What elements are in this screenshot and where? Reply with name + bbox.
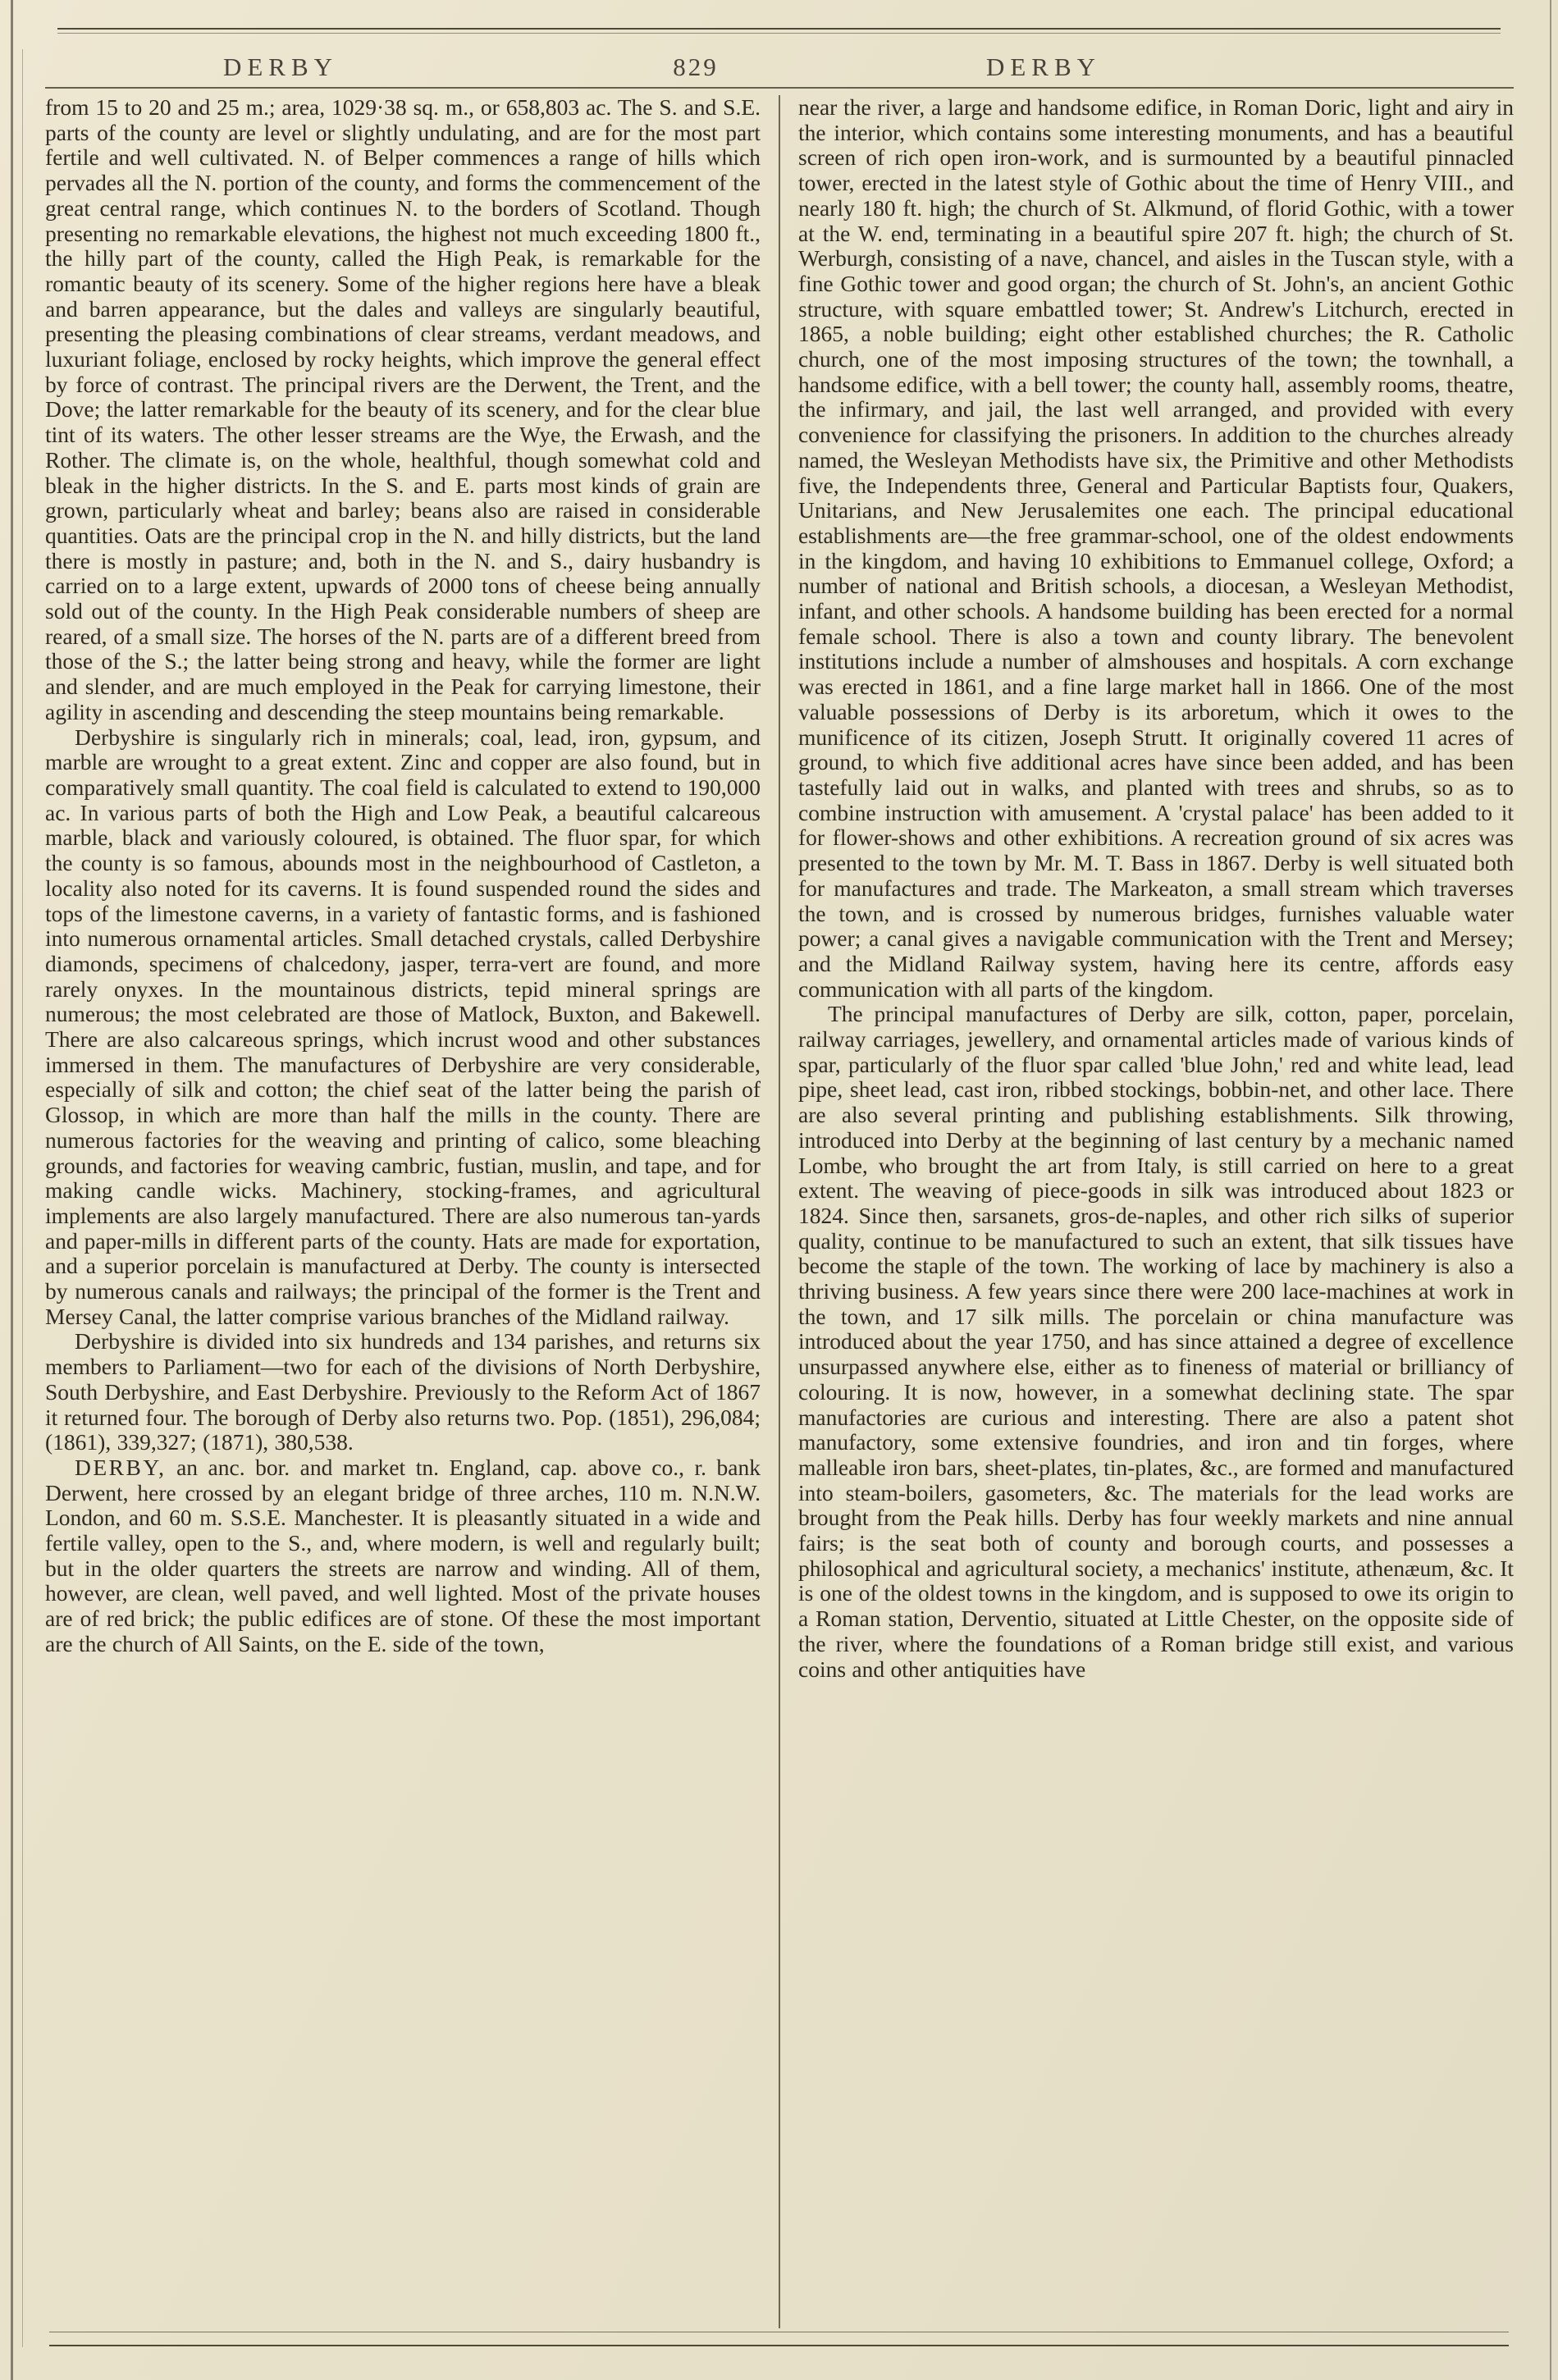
header-rule xyxy=(45,87,1514,89)
running-title-right: DERBY xyxy=(985,53,1102,81)
paragraph: from 15 to 20 and 25 m.; area, 1029·38 sq. m., or 658,803 ac. The S. and S.E. parts of the county are level or slightly undulating, and are for the most part fertile and well cultivated. N. of Belper commences a range of hills which pervades all the N. portion of the county, and forms the commencement of the great central range, which continues N. to the borders of Scotland. Though presenting no remarkable elevations, the highest not much exceeding 1800 ft., the hilly part of the county, called the High Peak, is remarkable for the romantic beauty of its scenery. Some of the higher regions here have a bleak and barren appearance, but the dales and valleys are singularly beautiful, presenting the pleasing combinations of clear streams, verdant meadows, and luxuriant foliage, enclosed by rocky heights, which improve the general effect by force of contrast. The principal rivers are the Derwent, the Trent, and the Dove; the latter remarkable for the beauty of its scenery, and for the clear blue tint of its waters. The other lesser streams are the Wye, the Erwash, and the Rother. The climate is, on the whole, healthful, though somewhat cold and bleak in the higher districts. In the S. and E. parts most kinds of grain are grown, particularly wheat and barley; beans also are raised in considerable quantities. Oats are the principal crop in the N. and hilly districts, but the land there is mostly in pasture; and, both in the N. and S., dairy husbandry is carried on to a large extent, upwards of 2000 tons of cheese being annually sold out of the county. In the High Peak considerable numbers of sheep are reared, of a small size. The horses of the N. parts are of a different breed from those of the S.; the latter being strong and heavy, while the former are light and slender, and are much employed in the Peak for carrying limestone, their agility in ascending and descending the steep mountains being remarkable. xyxy=(45,95,761,724)
text-content xyxy=(45,95,1514,2328)
right-page-edge xyxy=(1550,0,1551,2380)
paragraph: Derbyshire is singularly rich in minerals; coal, lead, iron, gypsum, and marble are wrought to a great extent. Zinc and copper are also found, but in comparatively small quantity. The coal field is calculated to extend to 190,000 ac. In various parts of both the High and Low Peak, a beautiful calcareous marble, black and variously coloured, is obtained. The fluor spar, for which the county is so famous, abounds most in the neighbourhood of Castleton, a locality also noted for its caverns. It is found suspended round the sides and tops of the limestone caverns, in a variety of fantastic forms, and is fashioned into numerous ornamental articles. Small detached crystals, called Derbyshire diamonds, specimens of chalcedony, jasper, terra-vert are found, and more rarely onyxes. In the mountainous districts, tepid mineral springs are numerous; the most celebrated are those of Matlock, Buxton, and Bakewell. There are also calcareous springs, which incrust wood and other substances immersed in them. The manufactures of Derbyshire are very considerable, especially of silk and cotton; the chief seat of the latter being the parish of Glossop, in which are more than half the mills in the county. There are numerous factories for the weaving and printing of calico, some bleaching grounds, and factories for weaving cambric, fustian, muslin, and tape, and for making candle wicks. Machinery, stocking-frames, and agricultural implements are also largely manufactured. There are also numerous tan-yards and paper-mills in different parts of the county. Hats are made for exportation, and a superior porcelain is manufactured at Derby. The county is intersected by numerous canals and railways; the principal of the former is the Trent and Mersey Canal, the latter comprise various branches of the Midland railway. xyxy=(45,724,761,1329)
paragraph: Derbyshire is divided into six hundreds and 134 parishes, and returns six members to Parliament—two for each of the divisions of North Derbyshire, South Derbyshire, and East Derbyshire. Previously to the Reform Act of 1867 it returned four. The borough of Derby also returns two. Pop. (1851), 296,084; (1861), 339,327; (1871), 380,538. xyxy=(45,1328,761,1455)
entry-name: DERBY, xyxy=(75,1454,167,1480)
right-column xyxy=(798,95,1514,2328)
paragraph: near the river, a large and handsome edifice, in Roman Doric, light and airy in the interior, which contains some interesting monuments, and has a beautiful screen of rich open iron-work, and is surmounted by a beautiful pinnacled tower, erected in the latest style of Gothic about the time of Henry VIII., and nearly 180 ft. high; the church of St. Alkmund, of florid Gothic, with a tower at the W. end, terminating in a beautiful spire 207 ft. high; the church of St. Werburgh, consisting of a nave, chancel, and aisles in the Tuscan style, with a fine Gothic tower and good organ; the church of St. John's, an ancient Gothic structure, with square embattled tower; St. Andrew's Litchurch, erected in 1865, a noble building; eight other established churches; the R. Catholic church, one of the most imposing structures of the town; the townhall, a handsome edifice, with a bell tower; the county hall, assembly rooms, theatre, the infirmary, and jail, the last well arranged, and provided with every convenience for classifying the prisoners. In addition to the churches already named, the Wesleyan Methodists have six, the Primitive and other Methodists five, the Independents three, General and Particular Baptists four, Quakers, Unitarians, and New Jerusalemites one each. The principal educational establishments are—the free grammar-school, one of the oldest endowments in the kingdom, and having 10 exhibitions to Emmanuel college, Oxford; a number of national and British schools, a diocesan, a Wesleyan Methodist, infant, and other schools. A handsome building has been erected for a normal female school. There is also a town and county library. The benevolent institutions include a number of almshouses and hospitals. A corn exchange was erected in 1861, and a fine large market hall in 1866. One of the most valuable possessions of Derby is its arboretum, which it owes to the munificence of its citizen, Joseph Strutt. It originally covered 11 acres of ground, to which five additional acres have since been added, and has been tastefully laid out in walks, and planted with trees and shrubs, so as to combine instruction with amusement. A 'crystal palace' has been added to it for flower-shows and other exhibitions. A recreation ground of six acres was presented to the town by Mr. M. T. Bass in 1867. Derby is well situated both for manufactures and trade. The Markeaton, a small stream which traverses the town, and is crossed by numerous bridges, furnishes valuable water power; a canal gives a navigable communication with the Trent and Mersey; and the Midland Railway system, having here its centre, affords easy communication with all parts of the kingdom. xyxy=(798,95,1514,1002)
left-column xyxy=(45,95,761,2328)
page-number: 829 xyxy=(673,53,719,81)
paragraph: The principal manufactures of Derby are silk, cotton, paper, porcelain, railway carriages, jewellery, and ornamental articles made of various kinds of spar, particularly of the fluor spar called 'blue John,' red and white lead, lead pipe, sheet lead, cast iron, ribbed stockings, bobbin-net, and other lace. There are also several printing and publishing establishments. Silk throwing, introduced into Derby at the beginning of last century by a mechanic named Lombe, who brought the art from Italy, is still carried on here to a great extent. The weaving of piece-goods in silk was introduced about 1823 or 1824. Since then, sarsanets, gros-de-naples, and other rich silks of superior quality, continue to be manufactured to such an extent, that silk tissues have become the staple of the town. The working of lace by machinery is also a thriving business. A few years since there were 200 lace-machines at work in the town, and 17 silk mills. The porcelain or china manufacture was introduced about the year 1750, and has since attained a degree of excellence unsurpassed anywhere else, either as to fineness of material or brilliancy of colouring. It is now, however, in a somewhat declining state. The spar manufactories are curious and interesting. There are also a patent shot manufactory, some extensive foundries, and iron and tin forges, where malleable iron bars, sheet-plates, tin-plates, &c., are formed and manufactured into steam-boilers, gasometers, &c. The materials for the lead works are brought from the Peak hills. Derby has four weekly markets and nine annual fairs; is the seat both of county and borough courts, and possesses a philosophical and agricultural society, a mechanics' institute, athenæum, &c. It is one of the oldest towns in the kingdom, and is supposed to owe its origin to a Roman station, Derventio, situated at Little Chester, on the opposite side of the river, where the foundations of a Roman bridge still exist, and various coins and other antiquities have xyxy=(798,1001,1514,1682)
running-title-left: DERBY xyxy=(222,53,339,81)
column-divider xyxy=(779,95,780,2328)
paragraph: DERBY, an anc. bor. and market tn. England, cap. above co., r. bank Derwent, here crossed by an elegant bridge of three arches, 110 m. N.N.W. London, and 60 m. S.S.E. Manchester. It is pleasantly situated in a wide and fertile valley, open to the S., and, where modern, is well and regularly built; but in the older quarters the streets are narrow and winding. All of them, however, are clean, well paved, and well lighted. Most of the private houses are of red brick; the public edifices are of stone. Of these the most important are the church of All Saints, on the E. side of the town, xyxy=(45,1454,761,1656)
left-page-edge-inner xyxy=(22,49,23,2347)
page-header xyxy=(0,53,1558,85)
left-page-edge xyxy=(11,0,13,2380)
bottom-rule-outer xyxy=(49,2345,1509,2346)
top-rule-inner xyxy=(57,33,1501,34)
top-rule-outer xyxy=(57,28,1501,30)
